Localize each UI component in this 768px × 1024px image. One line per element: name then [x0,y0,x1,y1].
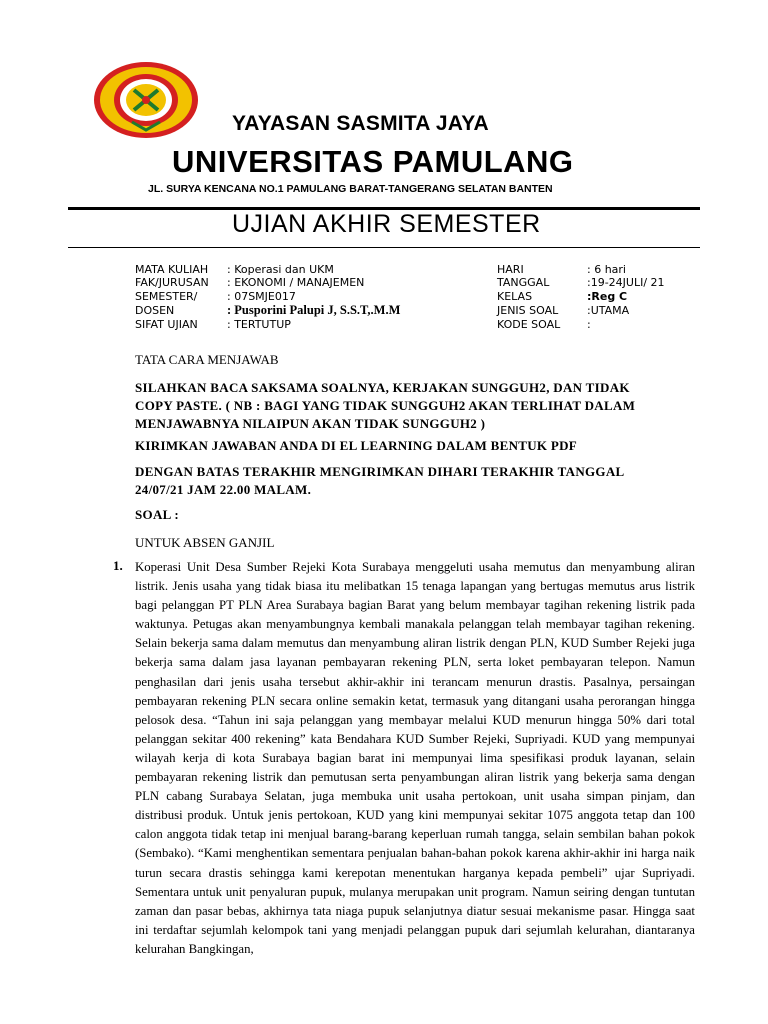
info-label-date: TANGGAL [497,276,550,289]
info-value-exam-type: : TERTUTUP [227,318,291,331]
exam-info-left [135,263,495,335]
question-text: Koperasi Unit Desa Sumber Rejeki Kota Surabaya menggeluti usaha memutus dan menyambung aliran listrik. Jenis usaha yang tidak biasa itu melibatkan 15 tenaga lapangan yang bertugas memutus arus listrik bagi pelanggan PT PLN Area Surabaya bagian Barat yang belum membayar tagihan rekening listrik pada waktunya. Petugas akan menyambungnya kembali manakala pelanggan telah membayar tagihan rekening. Selain bekerja sama dalam memutus dan menyambung aliran listrik dengan PLN, KUD Sumber Rejeki juga bekerja sama dalam jasa layanan pembayaran rekening PLN, serta loket pembayaran telepon. Namun penghasilan dari jenis usaha tersebut akhir-akhir ini terancam menurun drastis. Pasalnya, persaingan pembayaran rekening PLN secara online semakin ketat, termasuk yang ditangani usaha perorangan hingga pelosok desa. “Tahun ini saja pelanggan yang membayar melalui KUD menurun hingga 50% dari total pelanggan sekitar 400 rekening” kata Bendahara KUD Sumber Rejeki, Supriyadi. KUD yang mempunyai wilayah kerja di kota Surabaya bagian barat ini mempunyai lima spesifikasi produk layanan, selain pembayaran rekening listrik dan pemutusan serta penyambungan aliran listrik yang bekerja sama dengan PLN cabang Surabaya Selatan, juga membuka unit usaha pertokoan, unit usaha simpan pinjam, dan distribusi produk. Untuk jenis pertokoan, KUD yang kini mempunyai sekitar 1075 anggota tetap dan 100 calon anggota tidak tetap ini menjual barang-barang keperluan rumah tangga, selain sembilan bahan pokok (Sembako). “Kami menghentikan sementara penjualan bahan-bahan pokok karena akhir-akhir ini harga naik turun secara drastis sehingga kami kerepotan menentukan harganya kepada pembeli” ujar Supriyadi. Sementara untuk unit penyaluran pupuk, mulanya merupakan unit program. Namun seiring dengan tuntutan zaman dan pasar bebas, akhirnya tata niaga pupuk selanjutnya diatur sesuai mekanisme pasar. Hingga saat ini terdaftar sejumlah kelompok tani yang menjadi pelanggan pupuk dari sejumlah kelurahan, diantaranya kelurahan Bangkingan, [135,560,695,956]
info-label-question-type: JENIS SOAL [497,304,559,317]
instructions-block [135,379,705,433]
info-label-course: MATA KULIAH [135,263,209,276]
info-label-exam-type: SIFAT UJIAN [135,318,198,331]
info-value-question-type: :UTAMA [587,304,630,317]
exam-info-right [497,263,697,335]
info-label-day: HARI [497,263,524,276]
instruction-line: COPY PASTE. ( NB : BAGI YANG TIDAK SUNGGUH2 AKAN TERLIHAT DALAM [135,398,636,413]
deadline-line: 24/07/21 JAM 22.00 MALAM. [135,482,312,497]
info-label-class: KELAS [497,290,533,303]
info-value-day: : 6 hari [587,263,626,276]
deadline-line: DENGAN BATAS TERAKHIR MENGIRIMKAN DIHARI TERAKHIR TANGGAL [135,464,625,479]
info-value-class: :Reg C [587,290,628,303]
university-name: UNIVERSITAS PAMULANG [172,144,574,179]
deadline-block [135,463,625,499]
exam-title: UJIAN AKHIR SEMESTER [232,210,541,238]
info-value-course: : Koperasi dan UKM [227,263,334,276]
info-value-question-code: : [587,318,591,331]
title-divider [68,247,700,248]
submission-instruction: KIRIMKAN JAWABAN ANDA DI EL LEARNING DALAM BENTUK PDF [135,438,578,453]
university-address: JL. SURYA KENCANA NO.1 PAMULANG BARAT-TANGERANG SELATAN BANTEN [148,183,553,195]
foundation-name: YAYASAN SASMITA JAYA [232,112,489,135]
questions-label: SOAL : [135,507,180,522]
odd-attendance-heading: UNTUK ABSEN GANJIL [135,535,275,550]
info-value-faculty: : EKONOMI / MANAJEMEN [227,276,365,289]
info-label-faculty: FAK/JURUSAN [135,276,209,289]
instructions-heading: TATA CARA MENJAWAB [135,352,279,367]
question-number: 1. [113,558,123,573]
info-value-semester: : 07SMJE017 [227,290,296,303]
instruction-line: MENJAWABNYA NILAIPUN AKAN TIDAK SUNGGUH2 ) [135,416,486,431]
info-label-question-code: KODE SOAL [497,318,561,331]
info-value-lecturer: : Pusporini Palupi J, S.S.T,.M.M [227,303,401,317]
info-label-lecturer: DOSEN [135,304,175,317]
instruction-line: SILAHKAN BACA SAKSAMA SOALNYA, KERJAKAN SUNGGUH2, DAN TIDAK [135,380,630,395]
info-value-date: :19-24JULI/ 21 [587,276,665,289]
info-label-semester: SEMESTER/ [135,290,198,303]
university-logo [92,60,200,140]
